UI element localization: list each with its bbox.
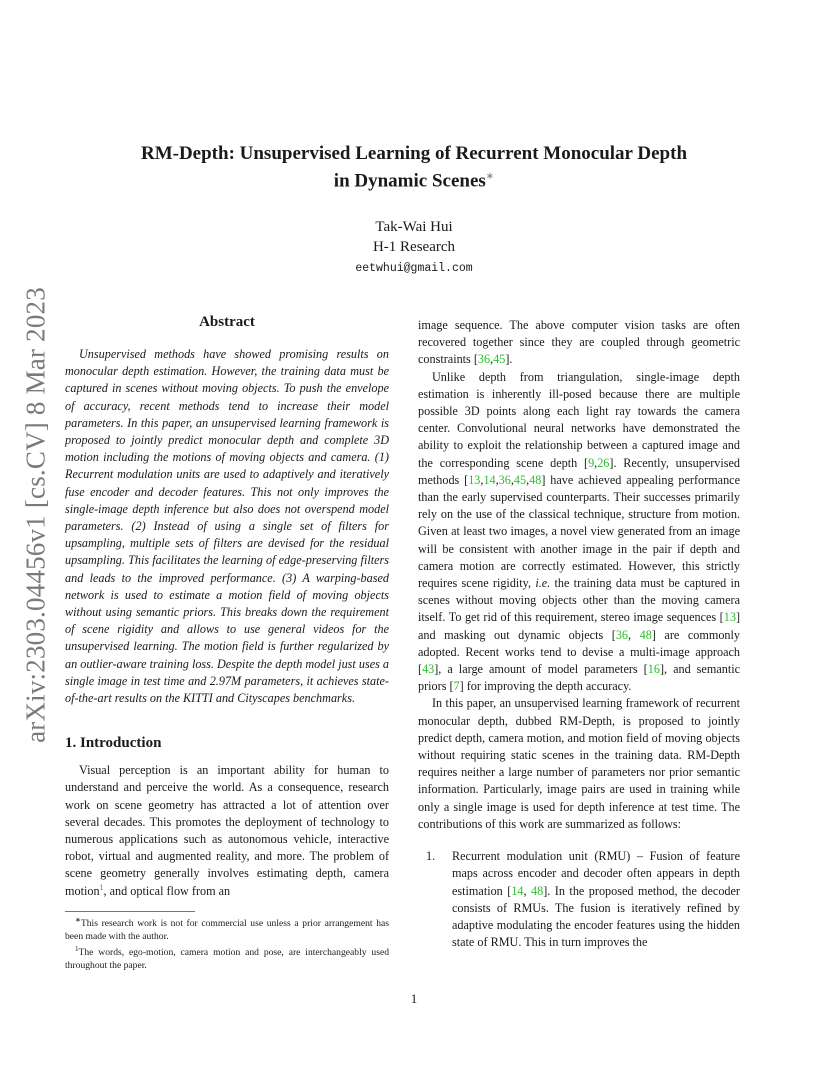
- left-column: [65, 313, 389, 900]
- text-span: ] for improving the depth accuracy.: [459, 679, 632, 694]
- arxiv-sidebar: [6, 280, 66, 750]
- footnote-1: [65, 914, 389, 943]
- right-paragraph-1: Unlike depth from triangulation, single-image depth estimation is inherently ill-posed because there are multiple possible 3D points along each light ray towards the camera center. Convolutional neural networks have demonstrated the ability to exploit the relationship between a captured image and the corresponding scene depth [9,26]. Recently, unsupervised methods [13,14,36,45,48] have achieved appealing performance than the early supervised counterparts. Their successes primarily rely on the use of the classical technique, structure from motion. Given at least two images, a novel view generated from an image will be consistent with another image in the pair if depth and camera motion are correctly estimated. However, this strictly requires scene rigidity, i.e. the training data must be captured in scenes without moving objects other than the moving camera itself. To get rid of this requirement, stereo image sequences [13] and masking out dynamic objects [36, 48] are commonly adopted. Recent works tend to devise a multi-image approach [43], a large amount of model parameters [16], and semantic priors [7] for improving the depth accuracy.: [418, 369, 740, 694]
- author-name: Tak-Wai Hui: [375, 219, 453, 235]
- footnote-text: The words, ego-motion, camera motion and pose, are interchangeably used throughout the paper.: [65, 947, 389, 972]
- right-paragraph-2: In this paper, an unsupervised learning framework of recurrent monocular depth, dubbed RM-Depth, is proposed to jointly predict depth, camera motion, and motion field of moving objects without requiring static scenes in the training data. RM-Depth requires neither a large number of parameters nor prior semantic information. Particularly, image pairs are used in training while only a single image is used for depth inference at test time. The contributions of this work are summarized as follows:: [418, 696, 740, 831]
- author-affiliation: H-1 Research: [372, 239, 456, 255]
- author-email[interactable]: eetwhui@gmail.com: [355, 262, 473, 275]
- citation-link[interactable]: 16: [647, 662, 660, 677]
- text-span: ].: [505, 352, 513, 367]
- text-span: ] have achieved appealing performance than the early supervised counterparts. Their successes primarily rely on the use of the classical technique, structure from motion. Given at least two images, a novel view generated from an image will be consistent with another image in the pair if depth and camera motion are correctly estimated. However, this strictly requires scene rigidity,: [418, 472, 740, 591]
- text-span: ] are commonly adopted. Recent works tend to devise a multi-image approach [: [418, 627, 740, 677]
- citation-link[interactable]: 14: [483, 472, 496, 487]
- footnote-mark: ∗: [75, 916, 81, 924]
- footnotes: [65, 914, 389, 972]
- citation-link[interactable]: 36: [615, 627, 628, 642]
- text-span: Unlike depth from triangulation, single-image depth estimation is inherently ill-posed because there are multiple possible 3D points along each light ray towards the camera center. Convolutional neural networks have demonstrated the ability to exploit the relationship between a captured image and the corresponding scene depth [: [418, 369, 740, 470]
- citation-link[interactable]: 45: [513, 472, 527, 487]
- text-span: image sequence. The above computer vision tasks are often recovered together since they are coupled through geometric constraints [: [418, 318, 740, 367]
- right-column: [418, 317, 740, 951]
- citation-link[interactable]: 48: [531, 883, 544, 898]
- paper-title: [0, 142, 828, 192]
- title-footnote-mark: ∗: [485, 171, 495, 182]
- right-paragraph-0: [418, 317, 740, 369]
- page-number: 1: [410, 991, 418, 1006]
- abstract-heading: Abstract: [199, 314, 255, 330]
- text-span: ], and semantic priors [: [418, 662, 740, 694]
- citation-link[interactable]: 26: [597, 455, 610, 470]
- text-span: Recurrent modulation unit (RMU) – Fusion of feature maps across encoder and decoder often appears in depth estimation [: [452, 849, 740, 898]
- text-span: ], a large amount of model parameters [: [434, 662, 648, 677]
- citation-link[interactable]: 14: [511, 883, 524, 898]
- contribution-text: Recurrent modulation unit (RMU) – Fusion of feature maps across encoder and decoder often appears in depth estimation [14, 48]. In the proposed method, the decoder consists of RMUs. The fusion is iteratively refined by adaptive modulating the encoder features using the hidden state of RMU. This in turn improves the: [452, 849, 740, 950]
- citation-link[interactable]: 13: [468, 472, 481, 487]
- text-span: ,: [490, 352, 494, 367]
- text-italic: i.e.: [535, 576, 551, 591]
- citation-link[interactable]: 43: [422, 662, 435, 677]
- footnote-text: This research work is not for commercial use unless a prior arrangement has been made with the author.: [65, 918, 389, 943]
- footnote-ref-1[interactable]: 1: [99, 882, 104, 892]
- citation-link[interactable]: 48: [529, 472, 542, 487]
- introduction-heading: 1. Introduction: [65, 735, 162, 752]
- contribution-number: 1.: [426, 849, 436, 864]
- text-span: ]. In the proposed method, the decoder consists of RMUs. The fusion is iteratively refined by adaptive modulating the encoder features using the hidden state of RMU. This in turn improves the: [452, 883, 740, 950]
- intro-paragraph-1: [65, 762, 389, 900]
- text-span: ]. Recently, unsupervised methods [: [418, 455, 740, 487]
- citation-link[interactable]: 36: [498, 472, 511, 487]
- arxiv-identifier: arXiv:2303.04456v1 [cs.CV] 8 Mar 2023: [20, 287, 51, 743]
- citation-link[interactable]: 45: [493, 352, 506, 367]
- citation-link[interactable]: 9: [588, 455, 595, 470]
- citation-link[interactable]: 7: [453, 679, 460, 694]
- footnote-2: [65, 943, 389, 972]
- citation-link[interactable]: 13: [723, 610, 736, 625]
- intro-text-b: , and optical flow from an: [103, 883, 231, 898]
- citation-link[interactable]: 36: [477, 352, 491, 367]
- text-span: ] and masking out dynamic objects [: [418, 610, 740, 642]
- title-line-2: in Dynamic Scenes: [333, 170, 486, 192]
- title-line-1: RM-Depth: Unsupervised Learning of Recurrent Monocular Depth: [140, 143, 688, 164]
- contribution-item-1: [418, 848, 740, 951]
- text-span: the training data must be captured in scenes without moving objects other than the moving camera itself. To get rid of this requirement, stereo image sequences [: [418, 576, 740, 625]
- abstract-text: Unsupervised methods have showed promising results on monocular depth estimation. However, the training data must be captured in scenes without moving objects. To push the envelope of accuracy, recent methods tend to increase their model parameters. In this paper, an unsupervised learning framework is proposed to jointly predict monocular depth and complete 3D motion including the motions of moving objects and camera. (1) Recurrent modulation units are used to adaptively and iteratively fuse encoder and decoder features. This not only improves the single-image depth inference but also does not overspend model parameters. (2) Instead of using a single set of filters for upsampling, multiple sets of filters are devised for the residual upsampling. This facilitates the learning of edge-preserving filters and leads to the improved performance. (3) A warping-based network is used to estimate a motion field of moving objects without using semantic priors. This breaks down the requirement of scene rigidity and allows to use general videos for the unsupervised learning. The motion field is further regularized by an outlier-aware training loss. Despite the depth model just uses a single image in test time and 2.97M parameters, it achieves state-of-the-art results on the KITTI and Cityscapes benchmarks.: [65, 347, 389, 706]
- footnote-divider: [65, 911, 195, 912]
- footnote-mark: 1: [75, 945, 79, 954]
- intro-text-a: Visual perception is an important ability for human to understand and perceive the world. As a consequence, research work on scene geometry has attracted a lot of attention over several decades. This promotes the deployment of technology to numerous applications such as autonomous vehicle, interactive robot, virtual and augmented reality, and more. The problem of scene geometry generally involves estimating depth, camera motion: [65, 763, 389, 898]
- citation-link[interactable]: 48: [639, 627, 652, 642]
